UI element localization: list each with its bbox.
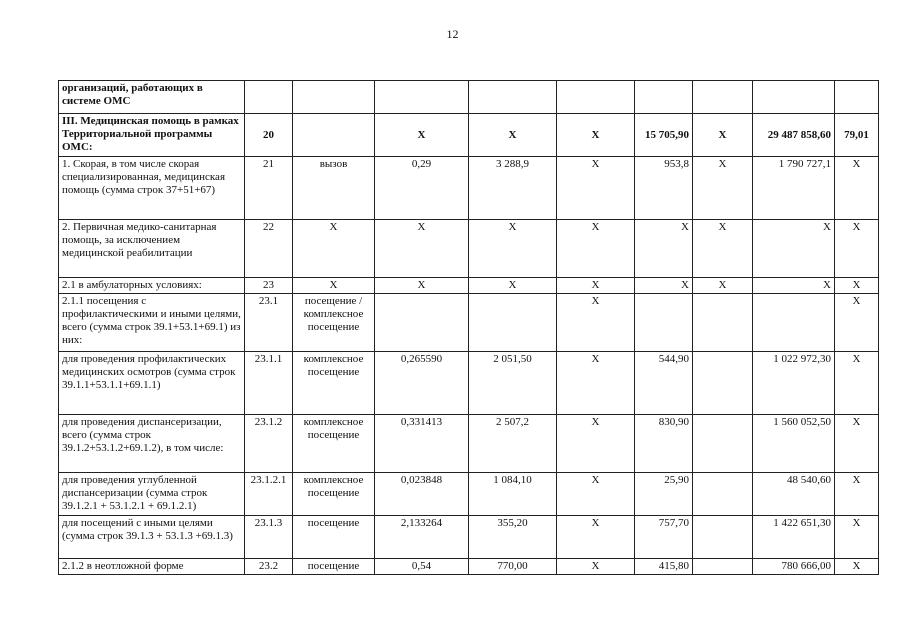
cell-cost: 3 288,9 — [469, 157, 557, 220]
table-row — [59, 559, 879, 575]
cell-last: Х — [835, 294, 879, 352]
cell-x2 — [693, 473, 753, 516]
cell-unit: вызов — [293, 157, 375, 220]
cell-last: Х — [835, 559, 879, 575]
table-row — [59, 516, 879, 559]
table-row — [59, 114, 879, 157]
cell-pc: 830,90 — [635, 415, 693, 473]
cell-x2 — [693, 81, 753, 114]
cell-name: для проведения диспансеризации, всего (сумма строк 39.1.2+53.1.2+69.1.2), в том числе: — [59, 415, 245, 473]
cell-norm: 0,265590 — [375, 352, 469, 415]
cell-name: 2.1.2 в неотложной форме — [59, 559, 245, 575]
cell-x1 — [557, 81, 635, 114]
cell-name: 2.1.1 посещения с профилактическими и иными целями, всего (сумма строк 39.1+53.1+69.1) из них: — [59, 294, 245, 352]
table-row — [59, 157, 879, 220]
cell-norm: 0,54 — [375, 559, 469, 575]
table-row — [59, 473, 879, 516]
cell-x1: Х — [557, 415, 635, 473]
cell-last: Х — [835, 415, 879, 473]
cell-x1: Х — [557, 294, 635, 352]
cell-total: 780 666,00 — [753, 559, 835, 575]
cell-total: 1 022 972,30 — [753, 352, 835, 415]
cell-code: 23.1.3 — [245, 516, 293, 559]
cell-pc: Х — [635, 278, 693, 294]
cell-x2 — [693, 294, 753, 352]
financing-table — [58, 80, 879, 575]
cell-x1: Х — [557, 220, 635, 278]
cell-cost: Х — [469, 114, 557, 157]
cell-last: Х — [835, 516, 879, 559]
cell-pc: 415,80 — [635, 559, 693, 575]
cell-x2 — [693, 415, 753, 473]
cell-total: 1 790 727,1 — [753, 157, 835, 220]
cell-norm — [375, 81, 469, 114]
table-row — [59, 220, 879, 278]
cell-name: для проведения углубленной диспансеризации (сумма строк 39.1.2.1 + 53.1.2.1 + 69.1.2.1) — [59, 473, 245, 516]
cell-unit: посещение — [293, 559, 375, 575]
cell-norm: 0,331413 — [375, 415, 469, 473]
cell-x2 — [693, 516, 753, 559]
cell-norm: Х — [375, 114, 469, 157]
cell-total: 29 487 858,60 — [753, 114, 835, 157]
cell-last: Х — [835, 157, 879, 220]
table-row — [59, 352, 879, 415]
cell-last: Х — [835, 473, 879, 516]
cell-x1: Х — [557, 516, 635, 559]
cell-x2: Х — [693, 157, 753, 220]
cell-name: для проведения профилактических медицинских осмотров (сумма строк 39.1.1+53.1.1+69.1.1) — [59, 352, 245, 415]
cell-unit: Х — [293, 278, 375, 294]
cell-last: Х — [835, 278, 879, 294]
cell-cost: 1 084,10 — [469, 473, 557, 516]
cell-code: 22 — [245, 220, 293, 278]
cell-name: 2.1 в амбулаторных условиях: — [59, 278, 245, 294]
cell-x1: Х — [557, 352, 635, 415]
cell-cost: 2 051,50 — [469, 352, 557, 415]
cell-code: 23.1.2.1 — [245, 473, 293, 516]
cell-cost: Х — [469, 220, 557, 278]
cell-unit: посещение — [293, 516, 375, 559]
cell-last: Х — [835, 220, 879, 278]
cell-cost — [469, 81, 557, 114]
cell-x1: Х — [557, 278, 635, 294]
cell-last — [835, 81, 879, 114]
cell-name: для посещений с иными целями (сумма строк 39.1.3 + 53.1.3 +69.1.3) — [59, 516, 245, 559]
cell-norm: Х — [375, 278, 469, 294]
cell-total: 1 422 651,30 — [753, 516, 835, 559]
cell-name: III. Медицинская помощь в рамках Территориальной программы ОМС: — [59, 114, 245, 157]
cell-code: 23.1.2 — [245, 415, 293, 473]
cell-pc: 757,70 — [635, 516, 693, 559]
cell-code: 23 — [245, 278, 293, 294]
cell-unit: комплексное посещение — [293, 352, 375, 415]
cell-norm: 0,29 — [375, 157, 469, 220]
page-number: 12 — [446, 27, 459, 41]
cell-unit: Х — [293, 220, 375, 278]
cell-last: Х — [835, 352, 879, 415]
cell-code: 23.1 — [245, 294, 293, 352]
table-row — [59, 415, 879, 473]
cell-unit: комплексное посещение — [293, 415, 375, 473]
cell-norm: Х — [375, 220, 469, 278]
cell-unit: посещение / комплексное посещение — [293, 294, 375, 352]
cell-cost — [469, 294, 557, 352]
cell-cost: 770,00 — [469, 559, 557, 575]
cell-norm — [375, 294, 469, 352]
cell-total: 48 540,60 — [753, 473, 835, 516]
cell-code: 23.1.1 — [245, 352, 293, 415]
cell-total: 1 560 052,50 — [753, 415, 835, 473]
cell-code — [245, 81, 293, 114]
cell-code: 23.2 — [245, 559, 293, 575]
cell-pc: Х — [635, 220, 693, 278]
cell-last: 79,01 — [835, 114, 879, 157]
cell-norm: 0,023848 — [375, 473, 469, 516]
cell-total: Х — [753, 220, 835, 278]
cell-pc: 544,90 — [635, 352, 693, 415]
cell-total — [753, 294, 835, 352]
cell-unit: комплексное посещение — [293, 473, 375, 516]
cell-norm: 2,133264 — [375, 516, 469, 559]
cell-unit — [293, 114, 375, 157]
cell-pc: 25,90 — [635, 473, 693, 516]
cell-x1: Х — [557, 473, 635, 516]
cell-name: 1. Скорая, в том числе скорая специализированная, медицинская помощь (сумма строк 37+51+67) — [59, 157, 245, 220]
cell-x1: Х — [557, 157, 635, 220]
cell-pc: 15 705,90 — [635, 114, 693, 157]
table-row — [59, 278, 879, 294]
cell-pc — [635, 81, 693, 114]
cell-cost: 2 507,2 — [469, 415, 557, 473]
cell-x1: Х — [557, 114, 635, 157]
table-row — [59, 81, 879, 114]
cell-x2: Х — [693, 114, 753, 157]
cell-pc: 953,8 — [635, 157, 693, 220]
cell-cost: Х — [469, 278, 557, 294]
cell-name: организаций, работающих в системе ОМС — [59, 81, 245, 114]
cell-x2 — [693, 352, 753, 415]
cell-code: 20 — [245, 114, 293, 157]
table-body — [59, 81, 879, 575]
cell-total: Х — [753, 278, 835, 294]
cell-x2: Х — [693, 278, 753, 294]
cell-unit — [293, 81, 375, 114]
cell-x2: Х — [693, 220, 753, 278]
cell-cost: 355,20 — [469, 516, 557, 559]
cell-x1: Х — [557, 559, 635, 575]
cell-pc — [635, 294, 693, 352]
cell-name: 2. Первичная медико-санитарная помощь, за исключением медицинской реабилитации — [59, 220, 245, 278]
table-row — [59, 294, 879, 352]
cell-total — [753, 81, 835, 114]
cell-code: 21 — [245, 157, 293, 220]
cell-x2 — [693, 559, 753, 575]
